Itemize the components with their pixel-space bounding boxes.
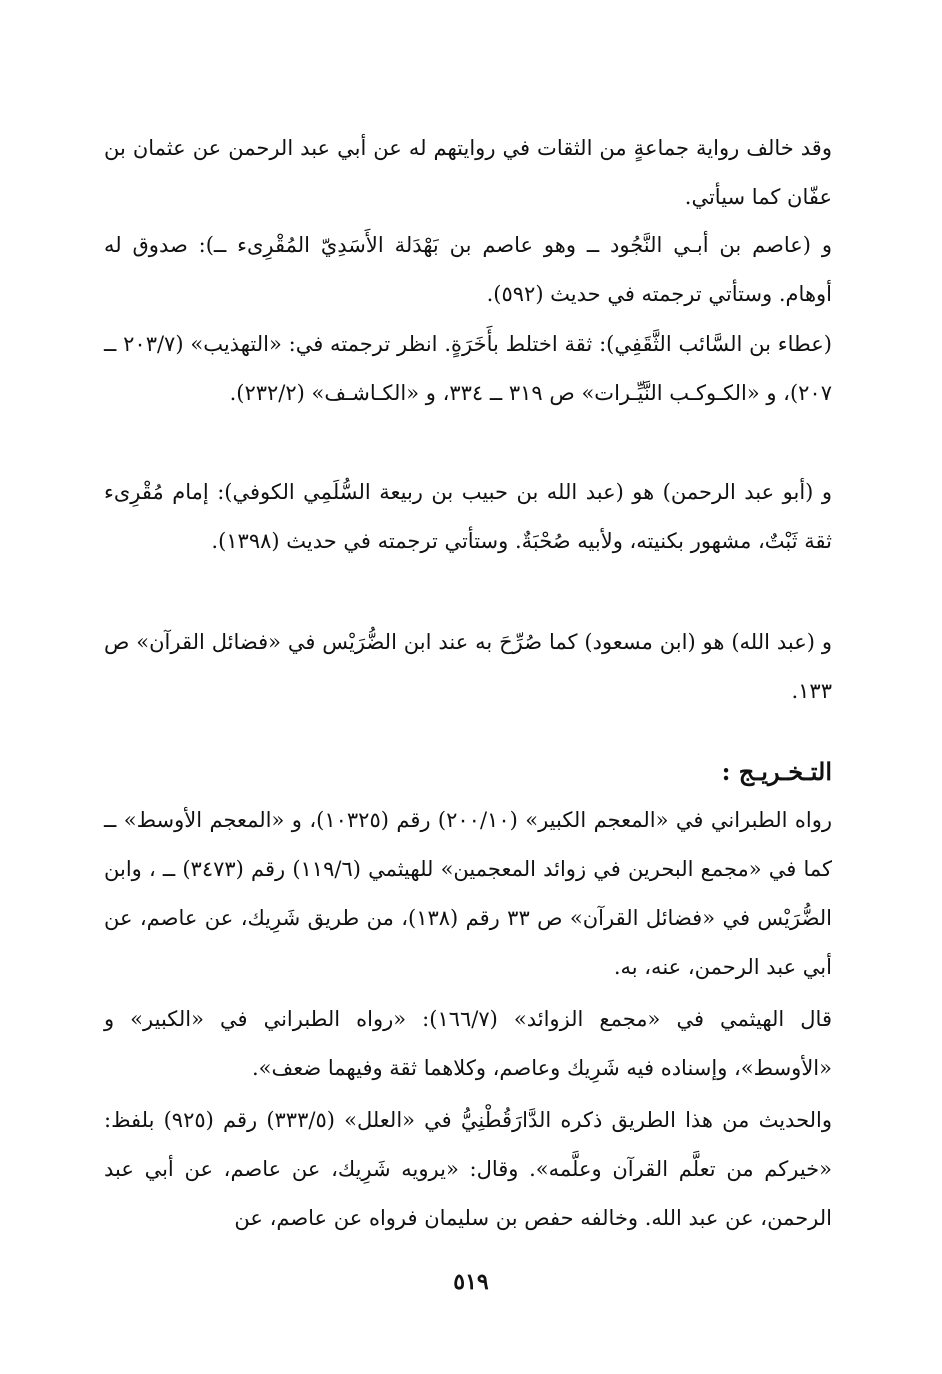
paragraph-daraqutni-ilal: والحديث من هذا الطريق ذكره الدَّارَقُطْنِيُّ في «العلل» (٣٣٣/٥) رقم (٩٢٥) بلفظ: «خيركم من تعلَّم القرآن وعلَّمه». وقال: «يرويه شَرِيك، عن عاصم، عن أبي عبد الرحمن، عن عبد الله. وخالفه حفص بن سليمان فرواه عن عاصم، عن [104, 1108, 832, 1230]
paragraph-abd-allah-identity: و (عبد الله) هو (ابن مسعود) كما صُرِّحَ به عند ابن الضُّرَيْس في «فضائل القرآن» ص ١٣٣. [104, 630, 832, 703]
paragraph-abu-abd-al-rahman-bio: و (أبو عبد الرحمن) هو (عبد الله بن حبيب بن ربيعة السُّلَمِي الكوفي): إمام مُقْرِىء ثقة ثَبْتٌ، مشهور بكنيته، ولأبيه صُحْبَةٌ. وستأتي ترجمته في حديث (١٣٩٨). [104, 480, 832, 553]
section-heading-takhrij: التـخـريـج : [721, 757, 832, 786]
paragraph-asim-bio: و (عاصم بن أبـي النَّجُود ــ وهو عاصم بن بَهْدَلة الأَسَدِيّ المُقْرِىء ــ): صدوق له أوهام. وستأتي ترجمته في حديث (٥٩٢). [104, 233, 832, 306]
paragraph-haythami-quote: قال الهيثمي في «مجمع الزوائد» (١٦٦/٧): «رواه الطبراني في «الكبير» و «الأوسط»، وإسناده فيه شَرِيك وعاصم، وكلاهما ثقة وفيهما ضعف». [104, 1007, 832, 1080]
paragraph-contradiction-note: وقد خالف رواية جماعةٍ من الثقات في روايتهم له عن أبي عبد الرحمن عن عثمان بن عفّان كما سيأتي. [104, 136, 832, 209]
paragraph-takhrij-sources: رواه الطبراني في «المعجم الكبير» (٢٠٠/١٠) رقم (١٠٣٢٥)، و «المعجم الأوسط» ــ كما في «مجمع البحرين في زوائد المعجمين» للهيثمي (١١٩/٦) رقم (٣٤٧٣) ــ ، وابن الضُّرَيْس في «فضائل القرآن» ص ٣٣ رقم (١٣٨)، من طريق شَرِيك، عن عاصم، عن أبي عبد الرحمن، عنه، به. [104, 808, 833, 979]
paragraph-ata-bio: (عطاء بن السَّائب الثَّقَفِي): ثقة اختلط بأَخَرَةٍ. انظر ترجمته في: «التهذيب» (٢٠٣/٧ ــ ٢٠٧)، و «الكـوكـب النَّيِّـرات» ص ٣١٩ ــ ٣٣٤، و «الكـاشـف» (٢٣٢/٢). [104, 332, 833, 405]
page-number: ٥١٩ [453, 1269, 489, 1295]
